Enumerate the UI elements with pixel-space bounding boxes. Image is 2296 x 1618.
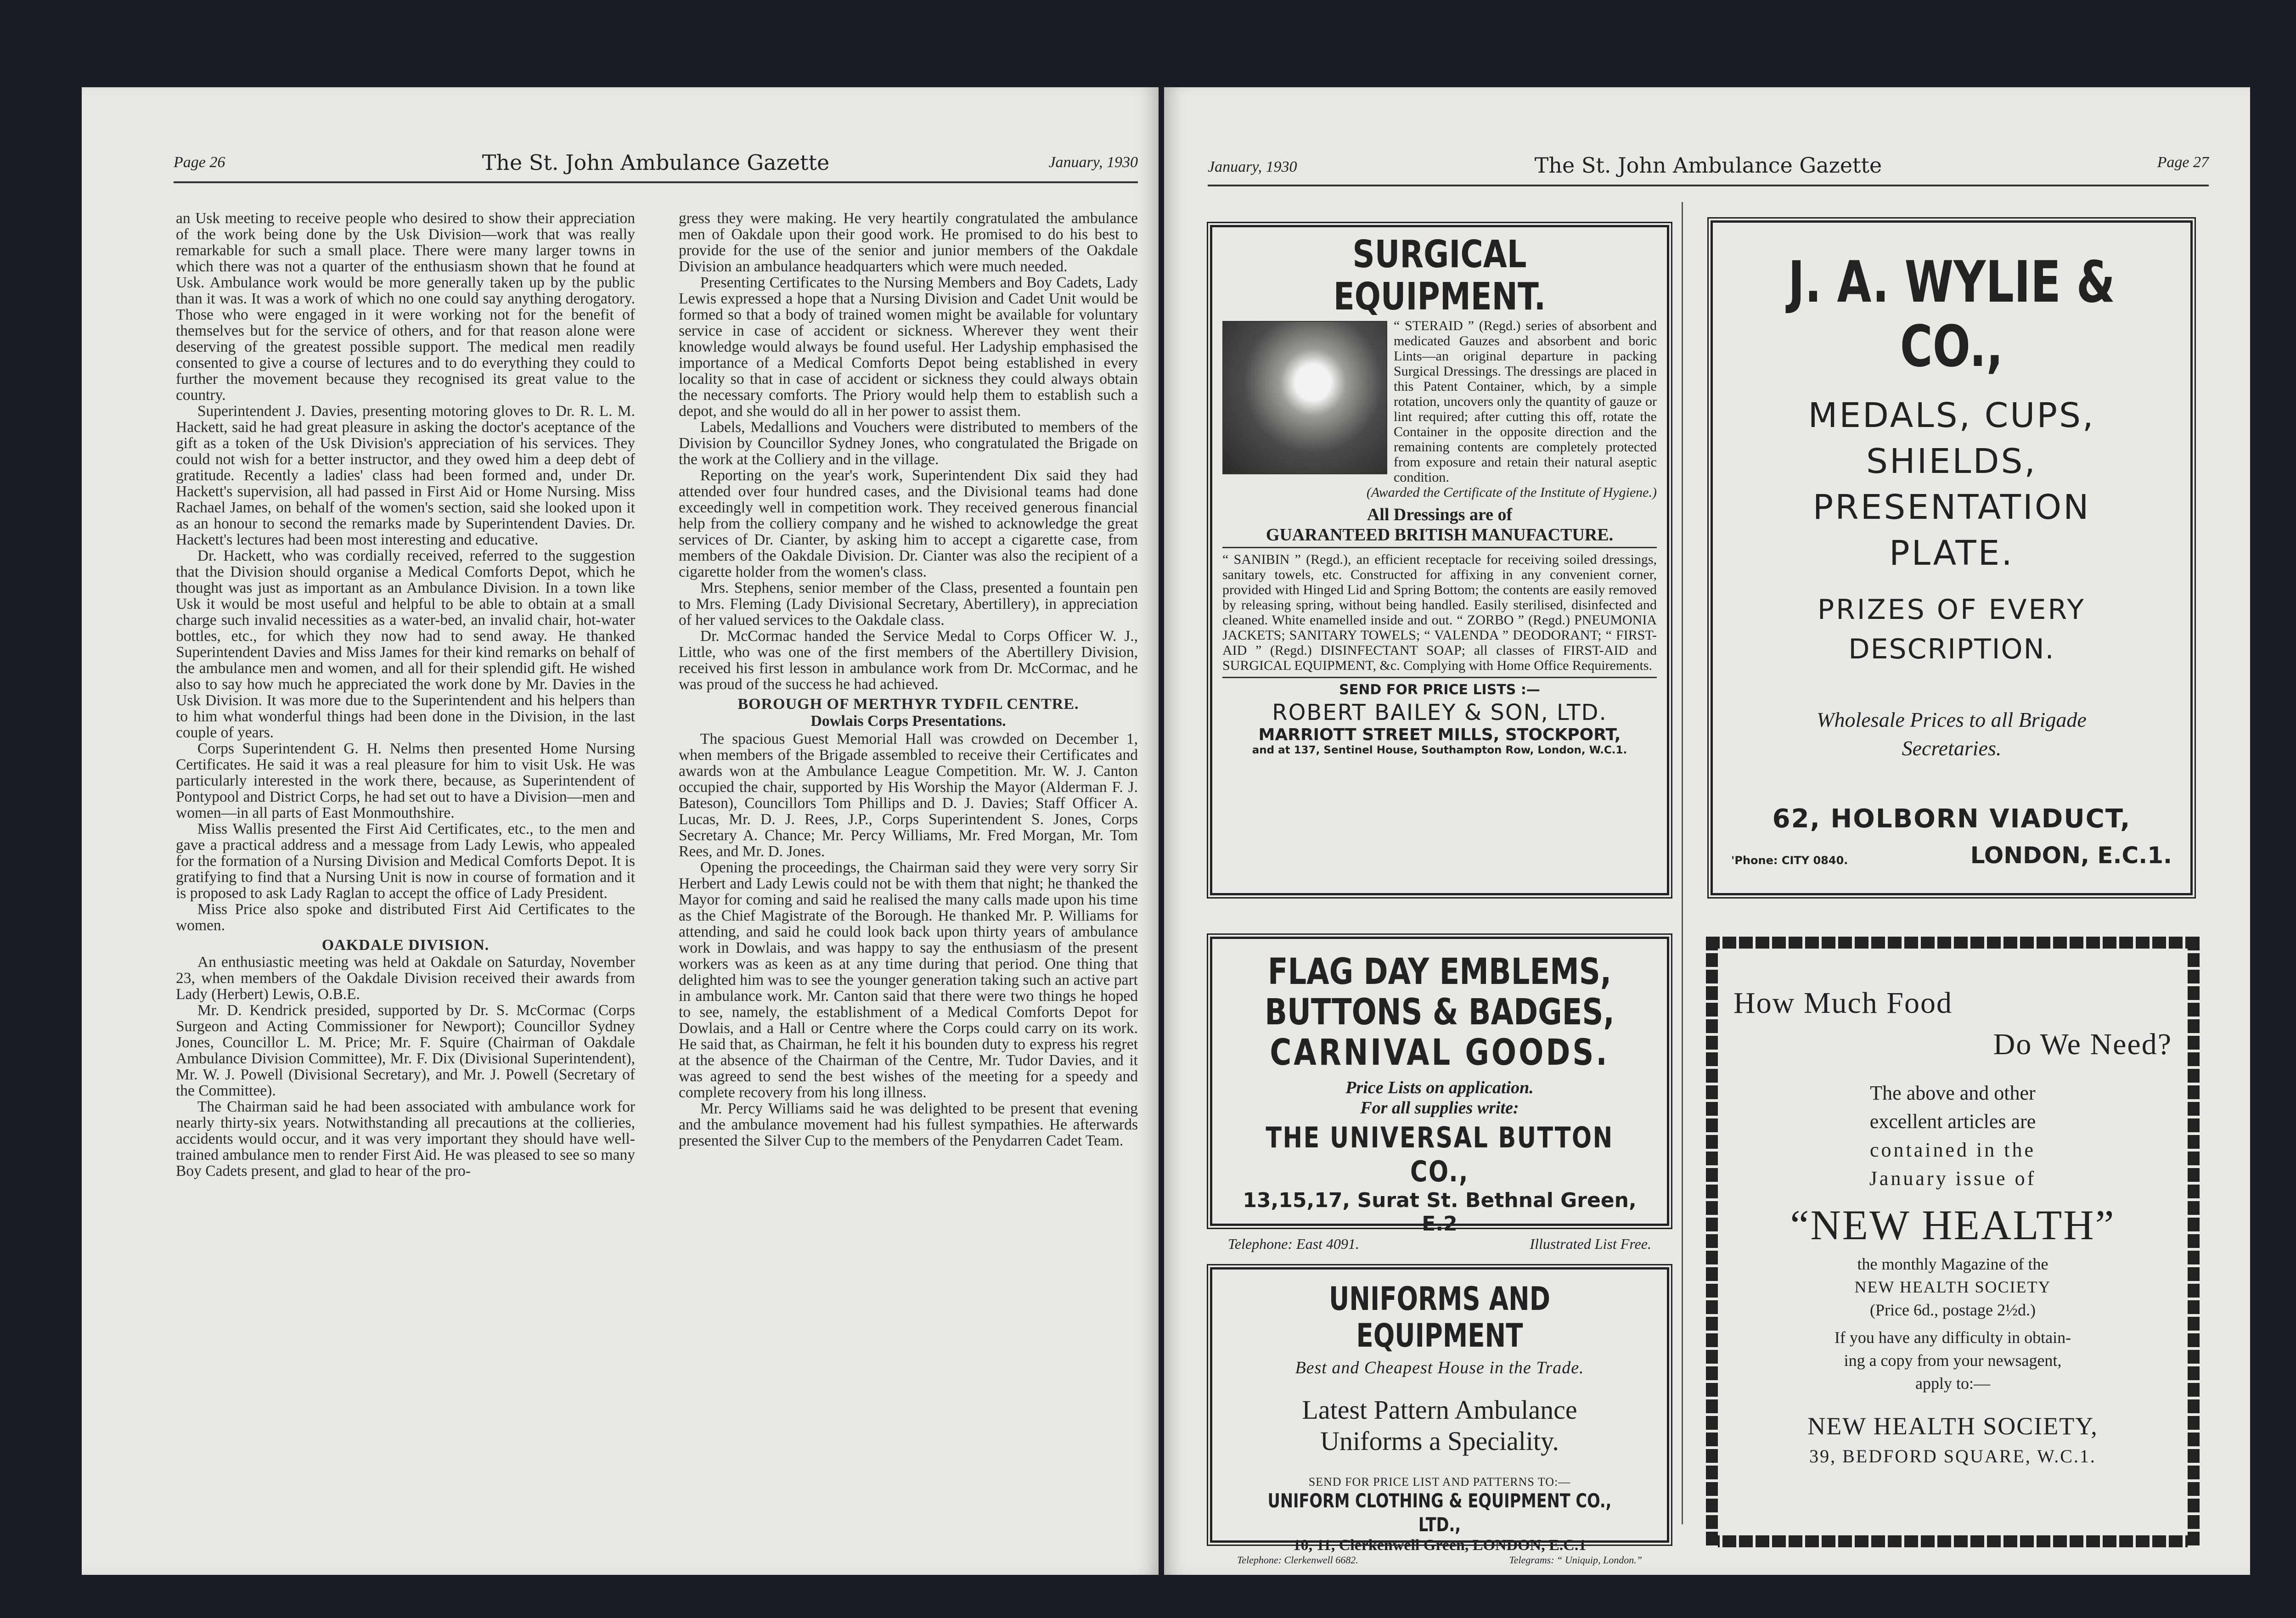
uniforms-company: UNIFORM CLOTHING & EQUIPMENT CO., LTD., bbox=[1267, 1489, 1612, 1536]
uniforms-latest: Latest Pattern Ambulance bbox=[1302, 1395, 1577, 1425]
flag-illustrated: Illustrated List Free. bbox=[1530, 1236, 1651, 1252]
section-subheading: Dowlais Corps Presentations. bbox=[810, 713, 1006, 730]
paragraph: Mr. Percy Williams said he was delighted to be present that evening and the ambulance movement had his fullest sympathies. He afterwards presented the Silver Cup to the members of the Penydarren Cadet Team. bbox=[679, 1100, 1138, 1149]
wylie-name: J. A. WYLIE & CO., bbox=[1788, 249, 2115, 380]
wylie-wholesale: Secretaries. bbox=[1902, 736, 2002, 760]
flag-line: CARNIVAL GOODS. bbox=[1270, 1032, 1609, 1073]
health-address: 39, BEDFORD SQUARE, W.C.1. bbox=[1809, 1446, 2096, 1466]
wylie-street: 62, HOLBORN VIADUCT, bbox=[1772, 804, 2131, 834]
page-number: Page 27 bbox=[2157, 154, 2209, 171]
health-text: contained in the bbox=[1869, 1139, 2036, 1161]
paragraph: gress they were making. He very heartily congratulated the ambulance men of Oakdale upon their good work. He promised to do his best to provide for the use of the senior and junior members of the Oakdale Division an ambulance headquarters which were much needed. bbox=[679, 210, 1138, 275]
ad-heading: SURGICAL EQUIPMENT. bbox=[1333, 233, 1546, 319]
surgical-equipment-ad bbox=[1210, 225, 1669, 895]
wylie-line: DESCRIPTION. bbox=[1848, 633, 2055, 665]
health-magazine: ing a copy from your newsagent, bbox=[1844, 1351, 2062, 1370]
paragraph: Opening the proceedings, the Chairman said they were very sorry Sir Herbert and Lady Lewis could not be with them that night; he thanked the Mayor for coming and said he realised the many calls made upon his time as the Chief Magistrate of the Borough. He thanked Mr. P. Williams for attending, and said he could look back upon thirty years of ambulance work in Dowlais, and was happy to say the enthusiasm of the present workers was as keen as at any time during that period. One thing that delighted him was to see the younger generation taking such an active part in ambulance work. Mr. Canton said that there were two things he hoped to see, namely, the establishment of a Medical Comforts Depot for Dowlais, and a Hall or Centre where the Corps could carry on its work. He said that, as Chairman, he felt it his bounden duty to express his regret at the absence of the Chairman of the Centre, Mr. Tudor Davies, and it was agreed to send the best wishes of the meeting for a speedy and complete recovery from his long illness. bbox=[679, 859, 1138, 1101]
publication-title: The St. John Ambulance Gazette bbox=[1534, 153, 1882, 178]
flag-price: Price Lists on application. bbox=[1345, 1078, 1534, 1097]
paragraph: Labels, Medallions and Vouchers were distributed to members of the Division by Councillor Sydney Jones, who congratulated the Brigade on the work at the Colliery and in the village. bbox=[679, 419, 1138, 468]
section-heading: OAKDALE DIVISION. bbox=[321, 937, 490, 954]
wylie-line: PRIZES OF EVERY bbox=[1818, 594, 2086, 626]
paragraph: Superintendent J. Davies, presenting motoring gloves to Dr. R. L. M. Hackett, said he had great pleasure in asking the doctor's aceptance of the gift as a token of the Usk Division's appreciation of his services. They could not wish for a better instructor, and they owed him a deep debt of gratitude. Recently a ladies' class had been formed and, under Dr. Hackett's supervision, all had passed in First Aid or Home Nursing. Miss Rachael James, on behalf of the women's section, said she looked upon it as an honour to second the remarks made by Superintendent Davies. Dr. Hackett's lectures had been most interesting and educative. bbox=[176, 403, 635, 548]
uniforms-latest: Uniforms a Speciality. bbox=[1320, 1426, 1559, 1456]
article-column-1 bbox=[176, 210, 635, 1179]
header-rule bbox=[174, 181, 1138, 183]
paragraph: an Usk meeting to receive people who desired to show their appreciation of the work being done by the Usk Division—work that was really remarkable for such a small place. There were many larger towns in which there was not a quarter of the enthusiasm shown that he found at Usk. Ambulance work would be more generally taken up by the public than it was. It was a work of which no one could say anything derogatory. Those who were engaged in it were working not for the benefit of themselves but for the service of others, and for that reason alone were deserving of the greatest possible support. The medical men readily consented to give a course of lectures and to do everything they could to further the movement because they recognised its great value to the country. bbox=[176, 210, 635, 404]
paragraph: The spacious Guest Memorial Hall was crowded on December 1, when members of the Brigade assembled to receive their Certificates and awards won at the Ambulance League Competition. Mr. W. J. Canton occupied the chair, supported by His Worship the Mayor (Alderman F. J. Bateson), Councillors Tom Phillips and D. J. Davies; Staff Officer A. Lucas, Mr. D. J. Rees, J.P., Corps Superintendent S. Jones, Corps Secretary A. Chance; Mr. Percy Williams, Mr. Fred Morgan, Mr. Tom Rees, and Mr. D. Jones. bbox=[679, 730, 1138, 860]
flag-company: THE UNIVERSAL BUTTON CO., bbox=[1266, 1121, 1614, 1188]
article-column-2 bbox=[679, 210, 1138, 1149]
send-price-lists: SEND FOR PRICE LISTS :— bbox=[1339, 682, 1540, 698]
steraid-description: “ STERAID ” (Regd.) series of absorbent and medicated Gauzes and absorbent and boric Lints—an original departure in packing Surgical Dressings. The dressings are placed in this Patent Container, which, by a simple rotation, uncovers only the quantity of gauze or lint required; after cutting this off, rotate the Container in the opposite direction and the remaining contents are completely protected from exposure and retain their natural aseptic condition. bbox=[1394, 318, 1657, 485]
health-text: January issue of bbox=[1869, 1167, 2037, 1190]
mills-address: MARRIOTT STREET MILLS, STOCKPORT, bbox=[1258, 725, 1621, 744]
page-number: Page 26 bbox=[174, 154, 225, 171]
health-question: Do We Need? bbox=[1993, 1028, 2172, 1061]
wylie-line: SHIELDS, bbox=[1866, 442, 2037, 481]
uniforms-heading: UNIFORMS AND EQUIPMENT bbox=[1328, 1280, 1551, 1354]
paragraph: Mrs. Stephens, senior member of the Class, presented a fountain pen to Mrs. Fleming (Lady Divisional Secretary, Abertillery), in appreciation of her valued services to the Oakdale class. bbox=[679, 579, 1138, 629]
page-header bbox=[174, 150, 1138, 181]
all-dressings: All Dressings are of bbox=[1367, 505, 1513, 524]
health-text: excellent articles are bbox=[1869, 1110, 2036, 1133]
flag-supplies: For all supplies write: bbox=[1360, 1098, 1519, 1118]
uniforms-telephone: Telephone: Clerkenwell 6682. bbox=[1237, 1554, 1358, 1566]
paragraph: The Chairman said he had been associated with ambulance work for nearly thirty-six years. Notwithstanding all precautions at the collieries, accidents would occur, and it was very important they should have well-trained ambulance men to render First Aid. He was pleased to see so many Boy Cadets present, and glad to hear of the pro- bbox=[176, 1098, 635, 1180]
uniforms-best: Best and Cheapest House in the Trade. bbox=[1295, 1358, 1584, 1377]
checker-border bbox=[1706, 937, 2200, 949]
column-divider bbox=[1682, 202, 1683, 1524]
publication-title: The St. John Ambulance Gazette bbox=[482, 150, 830, 175]
paragraph: Presenting Certificates to the Nursing Members and Boy Cadets, Lady Lewis expressed a hope that a Nursing Division and Cadet Unit would be formed so that a body of trained women might be available for voluntary service in case of accident or sickness. Wherever they went their knowledge would always be found useful. Her Ladyship emphasised the importance of a Medical Comforts Depot being established in every locality so that in case of accident or sickness they could always obtain the necessary comforts. The Priory would help them to establish such a depot, and she would do all in her power to assist them. bbox=[679, 274, 1138, 420]
health-magazine: NEW HEALTH SOCIETY bbox=[1854, 1278, 2051, 1296]
health-magazine: If you have any difficulty in obtain- bbox=[1834, 1328, 2071, 1347]
checker-border bbox=[2188, 937, 2200, 1547]
paragraph: Dr. McCormac handed the Service Medal to Corps Officer W. J., Little, who was one of the first members of the Abertillery Division, received his first lesson in ambulance work from Dr. McCormac, and he was proud of the success he had achieved. bbox=[679, 628, 1138, 693]
award-note: (Awarded the Certificate of the Institute of Hygiene.) bbox=[1366, 485, 1657, 500]
paragraph: Dr. Hackett, who was cordially received, referred to the suggestion that the Division should organise a Medical Comforts Depot, which he thought was just as important as an Ambulance Division. In a town like Usk it would be most useful and helpful to be able to obtain at a small charge such invalid necessities as a water-bed, an invalid chair, hot-water bottles, etc., for which they now had to send away. He thanked Superintendent Davies and Miss James for their kind remarks on behalf of the ambulance men and women, and all for their splendid gift. He wished also to say how much he appreciated the work done by Mr. Davies in the Usk Division. It was more due to the Superintendent and his helpers than to him what wonderful things had been done in the Division, in the last couple of years. bbox=[176, 547, 635, 741]
checker-border bbox=[1706, 937, 1718, 1547]
issue-date: January, 1930 bbox=[1208, 158, 1297, 175]
wylie-phone: 'Phone: CITY 0840. bbox=[1731, 854, 1848, 867]
health-magazine: apply to:— bbox=[1915, 1374, 1990, 1393]
new-health-content bbox=[1733, 983, 2172, 1469]
flag-address: 13,15,17, Surat St. Bethnal Green, E.2 bbox=[1243, 1189, 1637, 1236]
sanibin-description: “ SANIBIN ” (Regd.), an efficient receptacle for receiving soiled dressings, sanitary towels, etc. Constructed for affixing in any convenient corner, provided with Hinged Lid and Spring Bottom; the contents are easily removed by releasing spring, without being handled. Easily sterilised, disinfected and cleaned. White enamelled inside and out. “ ZORBO ” (Regd.) PNEUMONIA JACKETS; SANITARY TOWELS; “ VALENDA ” DEODORANT; “ FIRST-AID ” (Regd.) DISINFECTANT SOAP; all classes of FIRST-AID and SURGICAL EQUIPMENT, &c. Complying with Home Office Requirements. bbox=[1222, 552, 1657, 678]
wylie-phone-row bbox=[1731, 837, 2172, 869]
flag-telephone: Telephone: East 4091. bbox=[1228, 1236, 1359, 1252]
health-text: The above and other bbox=[1870, 1082, 2036, 1104]
uniforms-telegrams: Telegrams: “ Uniquip, London.” bbox=[1509, 1554, 1642, 1566]
company-name: ROBERT BAILEY & SON, LTD. bbox=[1272, 700, 1607, 725]
paragraph: Reporting on the year's work, Superintendent Dix said they had attended over four hundred cases, and the Divisional teams had done exceedingly well in competition work. They received generous financial help from the colliery company and he wished to acknowledge the great services of Dr. Cianter, by asking him to accept a cigarette case, from members of the Oakdale Division. Dr. Cianter was also the recipient of a cigarette holder from the women's class. bbox=[679, 467, 1138, 580]
paragraph: Miss Wallis presented the First Aid Certificates, etc., to the men and gave a practical address and a message from Lady Lewis, who appealed for the formation of a Nursing Division and Medical Comforts Depot. It is gratifying to find that a Nursing Unit is now in course of formation and it is proposed to ask Lady Raglan to accept the office of Lady President. bbox=[176, 820, 635, 902]
paragraph: Miss Price also spoke and distributed First Aid Certificates to the women. bbox=[176, 901, 635, 934]
flag-contact-row bbox=[1223, 1236, 1656, 1254]
wylie-line: PLATE. bbox=[1889, 534, 2014, 573]
flag-day-ad bbox=[1210, 937, 1669, 1252]
paragraph: Corps Superintendent G. H. Nelms then presented Home Nursing Certificates. He said it was a real pleasure for him to visit Usk. He was particularly interested in the work there, because, as Superintendent of Pontypool and District Corps, he had set out to have a Division—men and women—in all parts of East Monmouthshire. bbox=[176, 740, 635, 821]
checker-border bbox=[1706, 1535, 2200, 1547]
paragraph: An enthusiastic meeting was held at Oakdale on Saturday, November 23, when members of the Oakdale Division received their awards from Lady (Herbert) Lewis, O.B.E. bbox=[176, 954, 635, 1003]
steraid-photo bbox=[1222, 321, 1387, 474]
wylie-line: MEDALS, CUPS, bbox=[1808, 396, 2095, 435]
health-magazine: the monthly Magazine of the bbox=[1857, 1255, 2048, 1273]
wylie-city: LONDON, E.C.1. bbox=[1970, 842, 2172, 869]
health-society: NEW HEALTH SOCIETY, bbox=[1807, 1412, 2098, 1440]
right-page bbox=[1164, 87, 2250, 1575]
health-magazine: (Price 6d., postage 2½d.) bbox=[1870, 1301, 2036, 1319]
uniforms-ad bbox=[1210, 1267, 1669, 1566]
header-rule bbox=[1208, 185, 2209, 186]
health-question: How Much Food bbox=[1733, 986, 1953, 1020]
flag-line: BUTTONS & BADGES, bbox=[1265, 992, 1615, 1033]
uniforms-address: 10, 11, Clerkenwell Green, LONDON, E.C.1 bbox=[1293, 1537, 1587, 1554]
health-title: “NEW HEALTH” bbox=[1790, 1202, 2116, 1248]
flag-line: FLAG DAY EMBLEMS, bbox=[1267, 951, 1612, 993]
section-heading: BOROUGH OF MERTHYR TYDFIL CENTRE. bbox=[737, 696, 1079, 713]
london-address: and at 137, Sentinel House, Southampton Row, London, W.C.1. bbox=[1252, 744, 1627, 756]
new-health-ad bbox=[1706, 937, 2200, 1547]
uniforms-contact-row bbox=[1223, 1554, 1656, 1570]
issue-date: January, 1930 bbox=[1048, 154, 1138, 171]
wylie-wholesale: Wholesale Prices to all Brigade bbox=[1817, 708, 2087, 731]
guaranteed-manufacture: GUARANTEED BRITISH MANUFACTURE. bbox=[1222, 525, 1657, 548]
page-header bbox=[1208, 154, 2209, 181]
uniforms-send: SEND FOR PRICE LIST AND PATTERNS TO:— bbox=[1308, 1475, 1571, 1489]
wylie-line: PRESENTATION bbox=[1812, 488, 2091, 527]
paragraph: Mr. D. Kendrick presided, supported by Dr. S. McCormac (Corps Surgeon and Acting Commissioner for Newport); Councillor Sydney Jones, Councillor L. M. Price; Mr. F. Squire (Chairman of Oakdale Ambulance Division Committee), Mr. F. Dix (Divisional Superintendent), Mr. W. J. Powell (Divisional Secretary), and Mr. J. Powell (Secretary of the Committee). bbox=[176, 1002, 635, 1099]
left-page bbox=[82, 87, 1159, 1575]
wylie-ad bbox=[1711, 220, 2193, 895]
